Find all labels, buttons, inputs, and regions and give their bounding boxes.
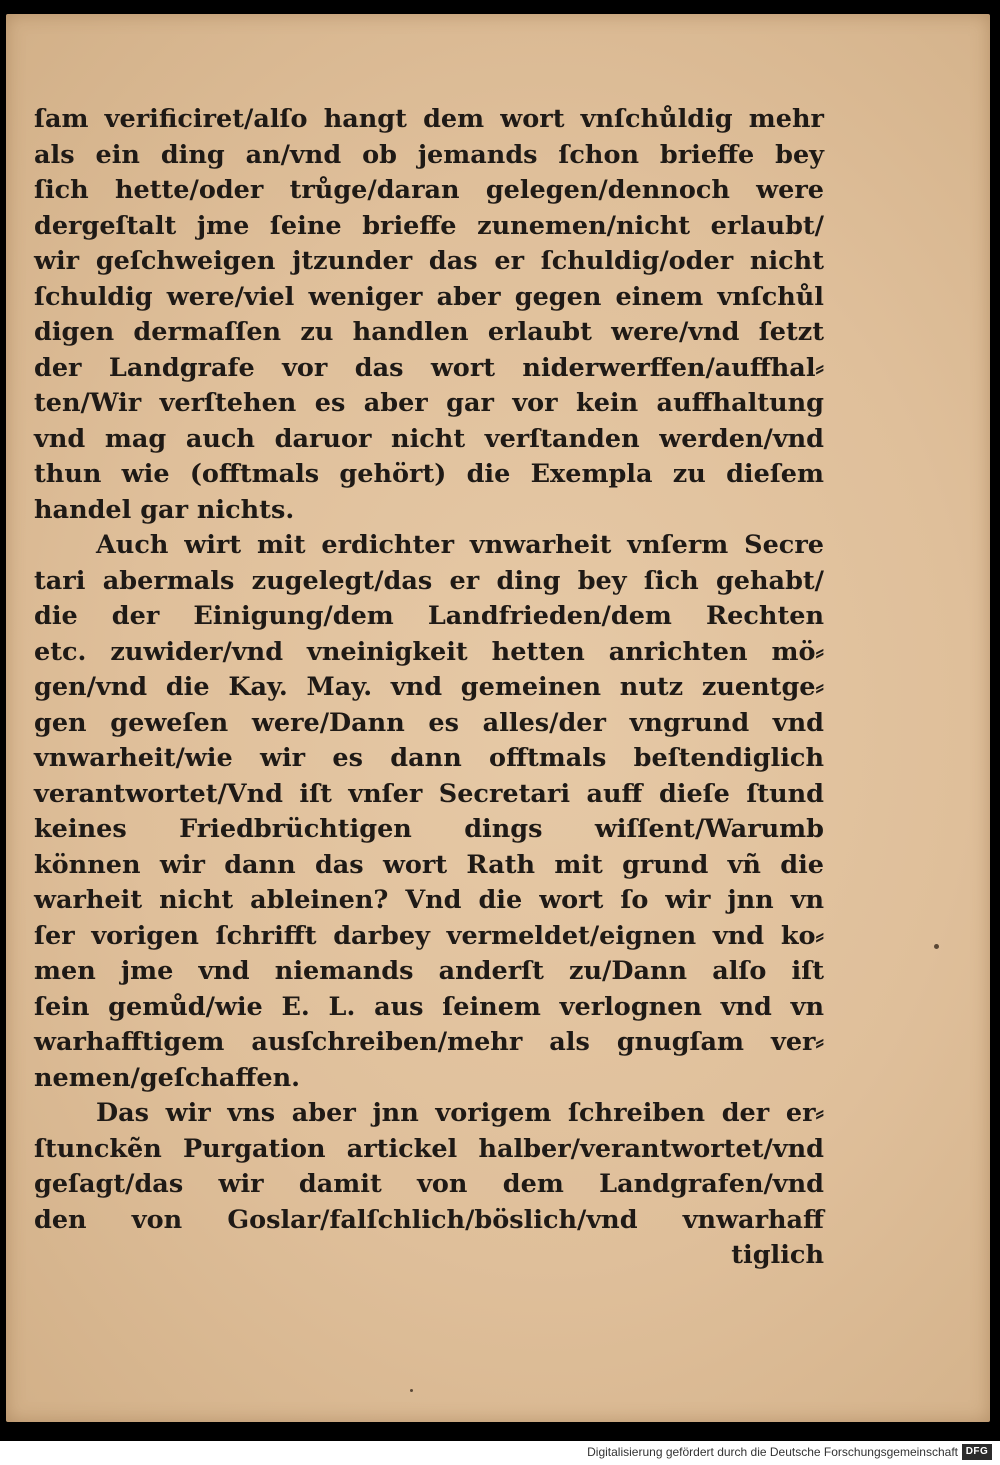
catchword: tiglich bbox=[731, 1240, 824, 1270]
book-page bbox=[6, 14, 990, 1422]
text-line-13: Auch wirt mit erdichter vnwarheit vnſerm Secre bbox=[96, 530, 824, 560]
text-line-29: Das wir vns aber jnn vorigem ſchreiben der er⸗ bbox=[96, 1098, 824, 1128]
text-line-26: ſein gemůd/wie E. L. aus ſeinem verlognen vnd vn bbox=[34, 991, 824, 1022]
text-line-9: ten/Wir verſtehen es aber gar vor kein auffhaltung bbox=[34, 388, 824, 418]
text-line-16: etc. zuwider/vnd vneinigkeit hetten anrichten mö⸗ bbox=[34, 636, 824, 667]
digitization-footer bbox=[0, 1441, 1000, 1465]
text-line-21: keines Friedbrüchtigen dings wiſſent/Warumb bbox=[34, 814, 824, 844]
text-line-19: vnwarheit/wie wir es dann offtmals beſtendiglich bbox=[34, 743, 824, 773]
text-line-6: ſchuldig were/viel weniger aber gegen einem vnſchůl bbox=[34, 281, 824, 312]
text-line-5: wir geſchweigen jtzunder das er ſchuldig/oder nicht bbox=[34, 246, 824, 276]
text-line-18: gen geweſen were/Dann es alles/der vngrund vnd bbox=[34, 707, 824, 738]
text-line-11: thun wie (offtmals gehört) die Exempla zu dieſem bbox=[34, 459, 824, 489]
text-line-27: warhafftigem ausſchreiben/mehr als gnugſam ver⸗ bbox=[34, 1027, 824, 1057]
dfg-logo-icon: DFG bbox=[962, 1444, 992, 1460]
text-line-3: ſich hette/oder trůge/daran gelegen/dennoch were bbox=[34, 175, 824, 205]
text-line-8: der Landgrafe vor das wort niderwerffen/auffhal⸗ bbox=[34, 352, 824, 383]
text-line-15: die der Einigung/dem Landfrieden/dem Rechten bbox=[34, 601, 824, 631]
text-line-24: ſer vorigen ſchrifft darbey vermeldet/eignen vnd ko⸗ bbox=[34, 920, 824, 951]
text-line-25: men jme vnd niemands anderſt zu/Dann alſo iſt bbox=[34, 956, 824, 986]
funding-credit: Digitalisierung gefördert durch die Deutsche Forschungsgemeinschaft bbox=[587, 1445, 958, 1459]
text-line-20: verantwortet/Vnd iſt vnſer Secretari auff dieſe ſtund bbox=[34, 778, 824, 809]
text-line-1: ſam verificiret/alſo hangt dem wort vnſchůldig mehr bbox=[34, 104, 824, 134]
page-text bbox=[34, 102, 824, 1274]
text-line-22: können wir dann das wort Rath mit grund vñ die bbox=[34, 849, 824, 880]
text-line-32: den von Goslar/falſchlich/böslich/vnd vnwarhaff bbox=[34, 1204, 824, 1235]
ink-speck bbox=[410, 1389, 413, 1392]
text-line-10: vnd mag auch daruor nicht verſtanden werden/vnd bbox=[34, 423, 824, 454]
ink-speck bbox=[934, 944, 939, 949]
text-line-31: geſagt/das wir damit von dem Landgrafen/vnd bbox=[34, 1169, 824, 1199]
text-line-30: ſtunckẽn Purgation artickel halber/verantwortet/vnd bbox=[34, 1133, 824, 1164]
text-line-12: handel gar nichts. bbox=[34, 494, 295, 525]
text-line-2: als ein ding an/vnd ob jemands ſchon brieffe bey bbox=[34, 139, 824, 170]
text-line-28: nemen/geſchaffen. bbox=[34, 1062, 301, 1093]
text-line-14: tari abermals zugelegt/das er ding bey ſich gehabt/ bbox=[34, 565, 824, 596]
text-line-7: digen dermaſſen zu handlen erlaubt were/vnd ſetzt bbox=[34, 317, 824, 347]
text-line-17: gen/vnd die Kay. May. vnd gemeinen nutz zuentge⸗ bbox=[34, 672, 824, 702]
text-line-23: warheit nicht ableinen? Vnd die wort ſo wir jnn vn bbox=[34, 885, 824, 915]
text-line-4: dergeſtalt jme ſeine brieffe zunemen/nicht erlaubt/ bbox=[34, 210, 824, 241]
